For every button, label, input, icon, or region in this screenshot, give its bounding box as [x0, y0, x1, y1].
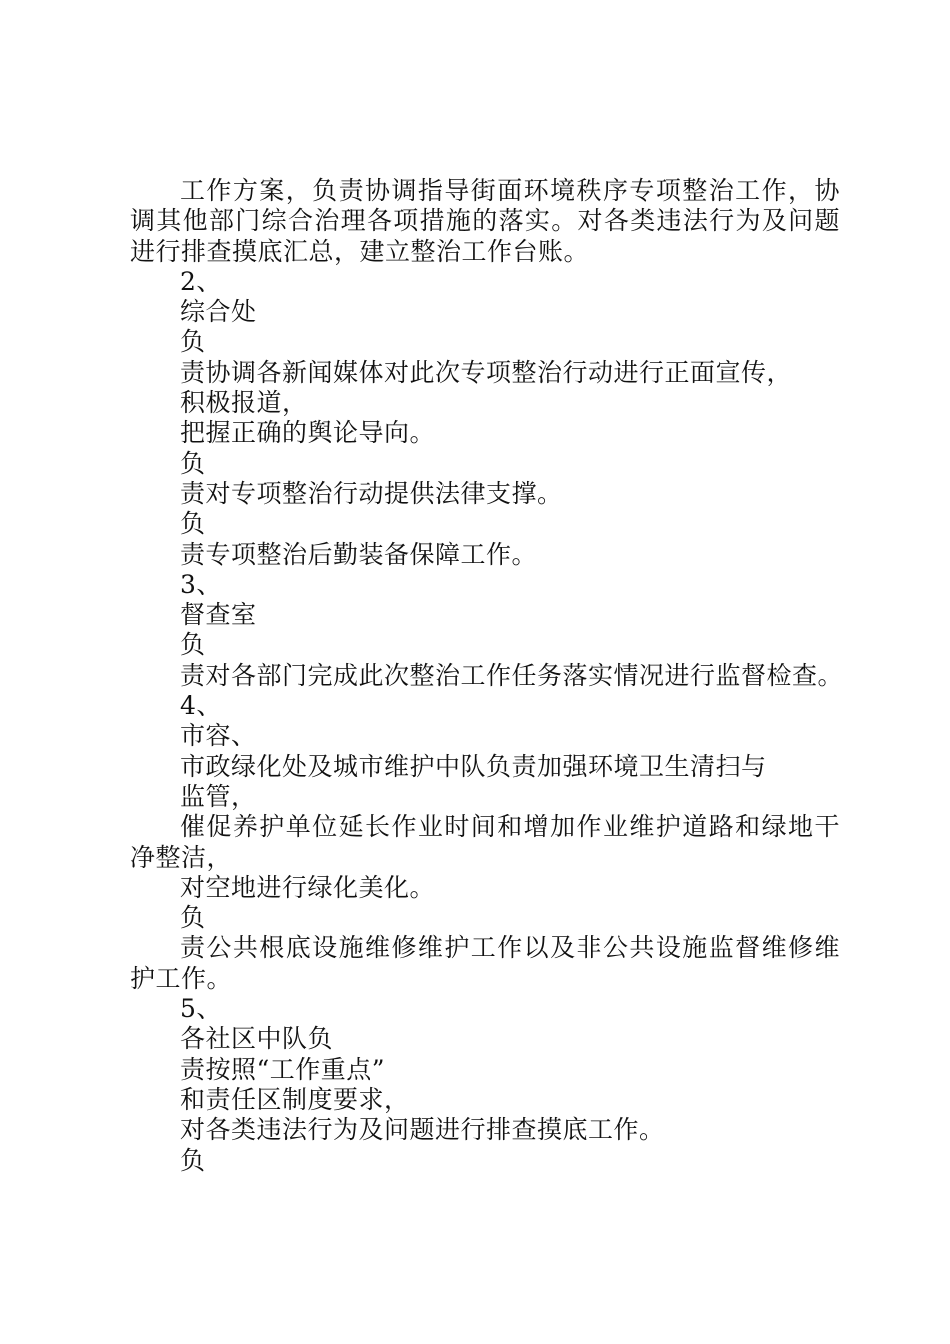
- text-line: 责对各部门完成此次整治工作任务落实情况进行监督检查。: [180, 660, 844, 690]
- text-line: 对空地进行绿化美化。: [180, 872, 436, 902]
- dept-supervision-office: 督查室: [180, 600, 257, 630]
- text-line: 积极报道，: [180, 388, 308, 418]
- text-line: 负: [180, 327, 206, 357]
- text-line: 负: [180, 1145, 206, 1175]
- item-number-4: 4、: [180, 691, 222, 721]
- text-line: 对各类违法行为及问题进行排查摸底工作。: [180, 1115, 665, 1145]
- text-line: 责专项整治后勤装备保障工作。: [180, 539, 538, 569]
- item-number-2: 2、: [180, 266, 222, 296]
- paragraph-facilities: 责公共根底设施维修维护工作以及非公共设施监督维修维护工作。: [130, 933, 840, 993]
- item-number-5: 5、: [180, 994, 222, 1024]
- text-line: 市容、: [180, 721, 257, 751]
- text-line: 各社区中队负: [180, 1024, 334, 1054]
- document-body: [130, 176, 844, 1176]
- text-line: 负: [180, 903, 206, 933]
- text-line: 负: [180, 448, 206, 478]
- text-line: 责协调各新闻媒体对此次专项整治行动进行正面宣传，: [180, 357, 793, 387]
- text-line: 责按照“工作重点”: [180, 1054, 386, 1084]
- text-line: 市政绿化处及城市维护中队负责加强环境卫生清扫与: [180, 751, 767, 781]
- dept-general-office: 综合处: [180, 297, 257, 327]
- paragraph-maintenance: 催促养护单位延长作业时间和增加作业维护道路和绿地干净整洁，: [130, 812, 840, 872]
- paragraph-work-plan: 工作方案，负责协调指导街面环境秩序专项整治工作，协调其他部门综合治理各项措施的落实。对各类违法行为及问题进行排查摸底汇总，建立整治工作台账。: [130, 176, 840, 266]
- text-line: 责对专项整治行动提供法律支撑。: [180, 478, 563, 508]
- item-number-3: 3、: [180, 569, 222, 599]
- text-line: 监管，: [180, 781, 257, 811]
- text-line: 负: [180, 509, 206, 539]
- text-line: 把握正确的舆论导向。: [180, 418, 436, 448]
- text-line: 和责任区制度要求，: [180, 1084, 410, 1114]
- text-line: 负: [180, 630, 206, 660]
